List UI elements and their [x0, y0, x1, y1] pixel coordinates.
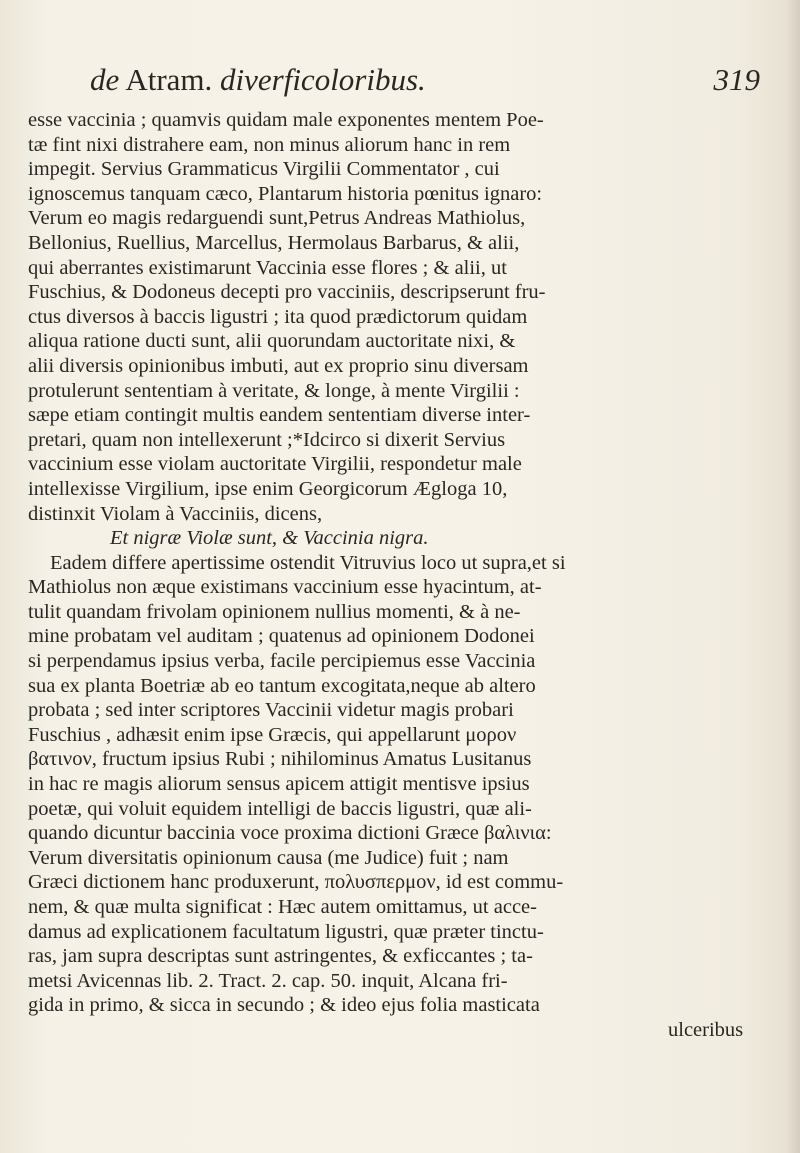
- text-line: distinxit Violam à Vacciniis, dicens,: [28, 502, 323, 525]
- header-italic: diverficoloribus.: [220, 62, 426, 97]
- text-line: ras, jam supra descriptas sunt astringentes, & exficcantes ; ta-: [28, 945, 533, 968]
- catchword: ulceribus: [668, 1018, 744, 1041]
- text-line: probata ; sed inter scriptores Vaccinii videtur magis probari: [28, 699, 514, 722]
- text-line: Fuschius, & Dodoneus decepti pro vacciniis, descripserunt fru-: [28, 281, 546, 304]
- text-line: sua ex planta Boetriæ ab eo tantum excogitata,neque ab altero: [28, 674, 536, 697]
- text-line: in hac re magis aliorum sensus apicem attigit mentisve ipsius: [28, 773, 530, 796]
- text-line: Mathiolus non æque existimans vaccinium esse hyacintum, at-: [28, 576, 542, 599]
- text-line: Græci dictionem hanc produxerunt, πολυσπερμον, id est commu-: [28, 871, 564, 894]
- text-line: damus ad explicationem facultatum ligustri, quæ præter tinctu-: [28, 920, 544, 943]
- text-line: Eadem differe apertissime ostendit Vitruvius loco ut supra,et si: [50, 551, 566, 574]
- text-line: si perpendamus ipsius verba, facile percipiemus esse Vaccinia: [28, 650, 536, 673]
- body-text: [28, 108, 788, 1043]
- page-number: 319: [713, 62, 760, 97]
- text-line: pretari, quam non intellexerunt ;*Idcirco si dixerit Servius: [28, 428, 506, 451]
- running-header: [90, 62, 780, 102]
- text-line: vaccinium esse violam auctoritate Virgilii, respondetur male: [28, 453, 522, 476]
- text-line: Fuschius , adhæsit enim ipse Græcis, qui appellarunt μορον: [28, 723, 517, 746]
- text-line: mine probatam vel auditam ; quatenus ad opinionem Dodonei: [28, 625, 535, 648]
- page-edge-shadow: [786, 0, 800, 1153]
- text-line: ignoscemus tanquam cæco, Plantarum historia pœnitus ignaro:: [28, 182, 543, 205]
- text-line: βατινον, fructum ipsius Rubi ; nihilominus Amatus Lusitanus: [28, 748, 532, 771]
- text-line: quando dicuntur baccinia voce proxima dictioni Græce βαλινια:: [28, 822, 552, 845]
- text-line: nem, & quæ multa significat : Hæc autem omittamus, ut acce-: [28, 896, 537, 918]
- text-line: tulit quandam frivolam opinionem nullius momenti, & à ne-: [28, 600, 521, 623]
- text-line: qui aberrantes existimarunt Vaccinia esse flores ; & alii, ut: [28, 256, 507, 279]
- text-line: aliqua ratione ducti sunt, alii quorundam auctoritate nixi, &: [28, 330, 516, 353]
- text-line: sæpe etiam contingit multis eandem sententiam diverse inter-: [28, 404, 531, 427]
- text-line: metsi Avicennas lib. 2. Tract. 2. cap. 50. inquit, Alcana fri-: [28, 969, 508, 992]
- text-line: esse vaccinia ; quamvis quidam male exponentes mentem Poe-: [28, 109, 544, 131]
- header-prefix: de: [90, 62, 120, 97]
- text-line: gida in primo, & sicca in secundo ; & ideo ejus folia masticata: [28, 994, 540, 1017]
- text-line: tæ fint nixi distrahere eam, non minus aliorum hanc in rem: [28, 133, 511, 156]
- text-line: poetæ, qui voluit equidem intelligi de baccis ligustri, quæ ali-: [28, 797, 532, 820]
- text-line: alii diversis opinionibus imbuti, aut ex proprio sinu diversam: [28, 354, 529, 377]
- header-main: Atram.: [125, 62, 213, 97]
- text-line: Verum eo magis redarguendi sunt,Petrus Andreas Mathiolus,: [28, 207, 526, 230]
- text-line: impegit. Servius Grammaticus Virgilii Commentator , cui: [28, 158, 500, 181]
- text-line: ctus diversos à baccis ligustri ; ita quod prædictorum quidam: [28, 305, 528, 328]
- text-line: Verum diversitatis opinionum causa (me Judice) fuit ; nam: [28, 846, 509, 869]
- verse-quote: Et nigræ Violæ sunt, & Vaccinia nigra.: [110, 527, 429, 550]
- text-line: Bellonius, Ruellius, Marcellus, Hermolaus Barbarus, & alii,: [28, 231, 520, 254]
- text-line: protulerunt sententiam à veritate, & longe, à mente Virgilii :: [28, 379, 520, 402]
- text-line: intellexisse Virgilium, ipse enim Georgicorum Ægloga 10,: [28, 477, 508, 500]
